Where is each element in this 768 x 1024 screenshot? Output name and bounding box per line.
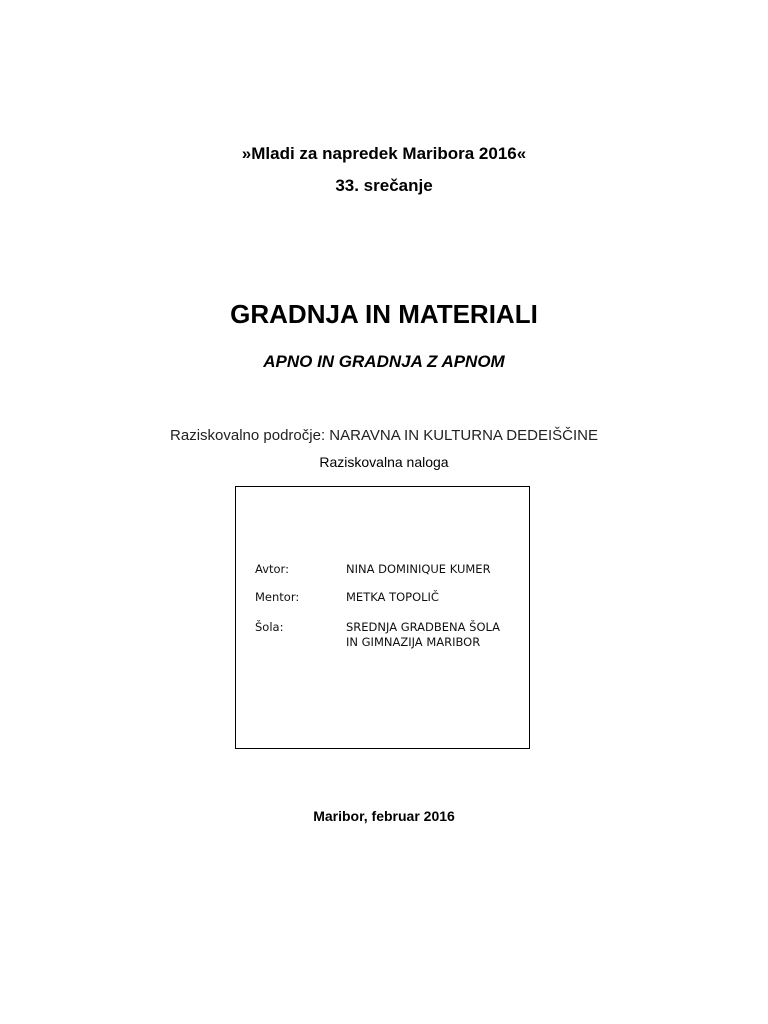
author-value: NINA DOMINIQUE KUMER: [346, 562, 491, 576]
school-label: Šola:: [255, 620, 284, 634]
document-title: GRADNJA IN MATERIALI: [230, 299, 538, 329]
place-and-date: Maribor, februar 2016: [313, 808, 455, 824]
research-field-label: Raziskovalno področje:: [170, 427, 326, 444]
research-field-line: [0, 427, 768, 444]
mentor-value: METKA TOPOLIČ: [346, 590, 439, 604]
school-value: [346, 620, 500, 650]
school-value-line-1: SREDNJA GRADBENA ŠOLA: [346, 620, 501, 634]
event-title: »Mladi za napredek Maribora 2016«: [241, 144, 527, 163]
meeting-number: 33. srečanje: [335, 176, 433, 195]
school-value-line-2: IN GIMNAZIJA MARIBOR: [346, 635, 481, 649]
document-subtitle: APNO IN GRADNJA Z APNOM: [263, 352, 505, 371]
mentor-label: Mentor:: [255, 590, 300, 604]
author-label: Avtor:: [255, 562, 289, 576]
task-type: Raziskovalna naloga: [319, 454, 449, 470]
research-field-value: NARAVNA IN KULTURNA DEDEIŠČINE: [329, 427, 598, 444]
info-box: [235, 486, 530, 749]
